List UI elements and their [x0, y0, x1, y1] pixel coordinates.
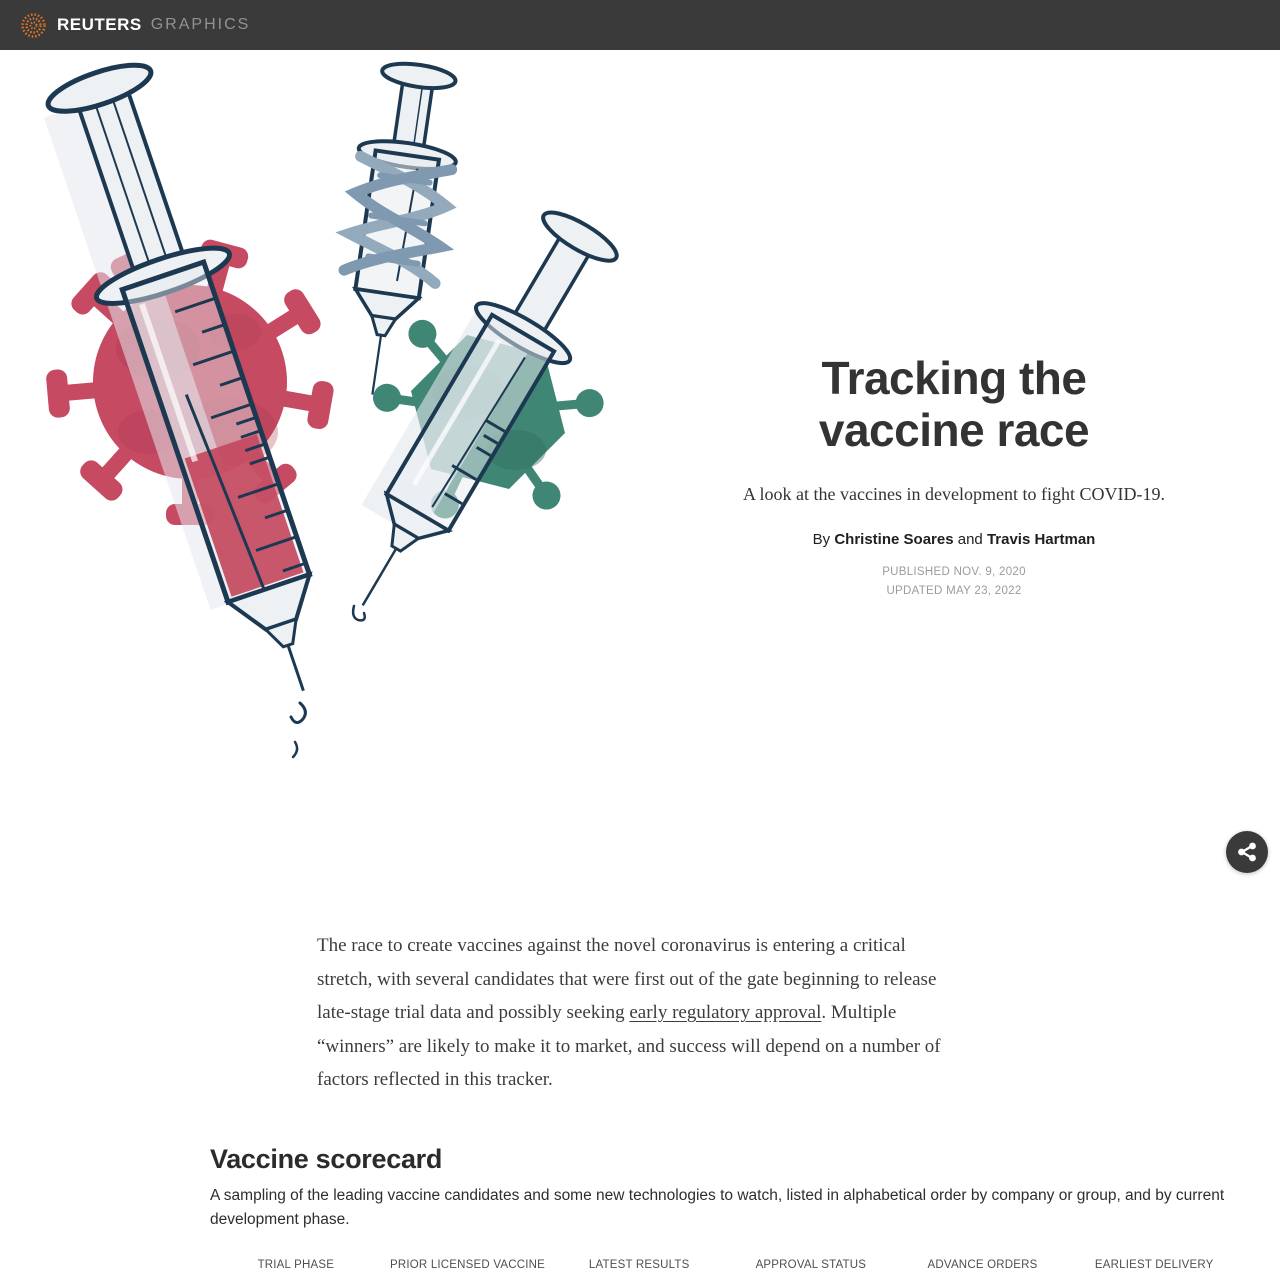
regulatory-approval-link[interactable]: early regulatory approval	[629, 1002, 822, 1024]
droplet	[293, 742, 297, 757]
column-header-earliest-delivery: EARLIEST DELIVERY	[1094, 1259, 1214, 1271]
column-header-approval-status: APPROVAL STATUS	[755, 1259, 867, 1271]
updated-date: UPDATED MAY 23, 2022	[886, 585, 1022, 597]
publish-dates	[680, 563, 1228, 601]
droplet	[353, 606, 365, 620]
syringes-virus-illustration	[0, 50, 700, 850]
byline-prefix: By	[812, 531, 831, 548]
column-header-prior-licensed-vaccine: PRIOR LICENSED VACCINE	[390, 1259, 545, 1271]
brand-reuters[interactable]: REUTERS	[57, 15, 142, 34]
column-header-latest-results: LATEST RESULTS	[588, 1259, 690, 1271]
author-2: Travis Hartman	[986, 531, 1096, 548]
published-date: PUBLISHED NOV. 9, 2020	[882, 566, 1026, 578]
hero-text-block	[680, 352, 1228, 601]
droplet	[291, 703, 305, 723]
title-line-2: vaccine race	[818, 404, 1090, 456]
column-header-trial-phase: TRIAL PHASE	[257, 1259, 335, 1271]
brand-graphics[interactable]: GRAPHICS	[150, 16, 251, 33]
intro-text-before: The race to create vaccines against the novel coronavirus is entering a critical stretch, with several candidates that were first out of the gate beginning to release late-stage trial data and possibly seeking	[317, 935, 937, 1024]
app-header	[0, 0, 1280, 50]
scorecard-column-headers	[210, 1259, 1240, 1271]
page-subtitle: A look at the vaccines in development to fight COVID-19.	[743, 484, 1165, 504]
byline	[680, 531, 1228, 548]
column-header-advance-orders: ADVANCE ORDERS	[927, 1259, 1038, 1271]
page-title	[680, 352, 1228, 456]
dna-helix	[344, 156, 452, 283]
title-line-1: Tracking the	[821, 352, 1087, 404]
scorecard-description: A sampling of the leading vaccine candidates and some new technologies to watch, listed in alphabetical order by company or group, and by current development phase.	[210, 1187, 1225, 1228]
byline-conjunction: and	[957, 531, 983, 548]
share-icon	[1236, 841, 1258, 863]
share-button[interactable]	[1226, 831, 1268, 873]
author-1: Christine Soares	[834, 531, 954, 548]
reuters-logo-icon[interactable]	[20, 12, 47, 39]
dna-syringe	[324, 58, 469, 402]
intro-text-after: . Multiple “winners” are likely to make it to market, and success will depend on a number of factors reflected in this tracker.	[317, 1002, 941, 1091]
intro-paragraph	[317, 929, 962, 1097]
scorecard-heading: Vaccine scorecard	[210, 1144, 443, 1174]
